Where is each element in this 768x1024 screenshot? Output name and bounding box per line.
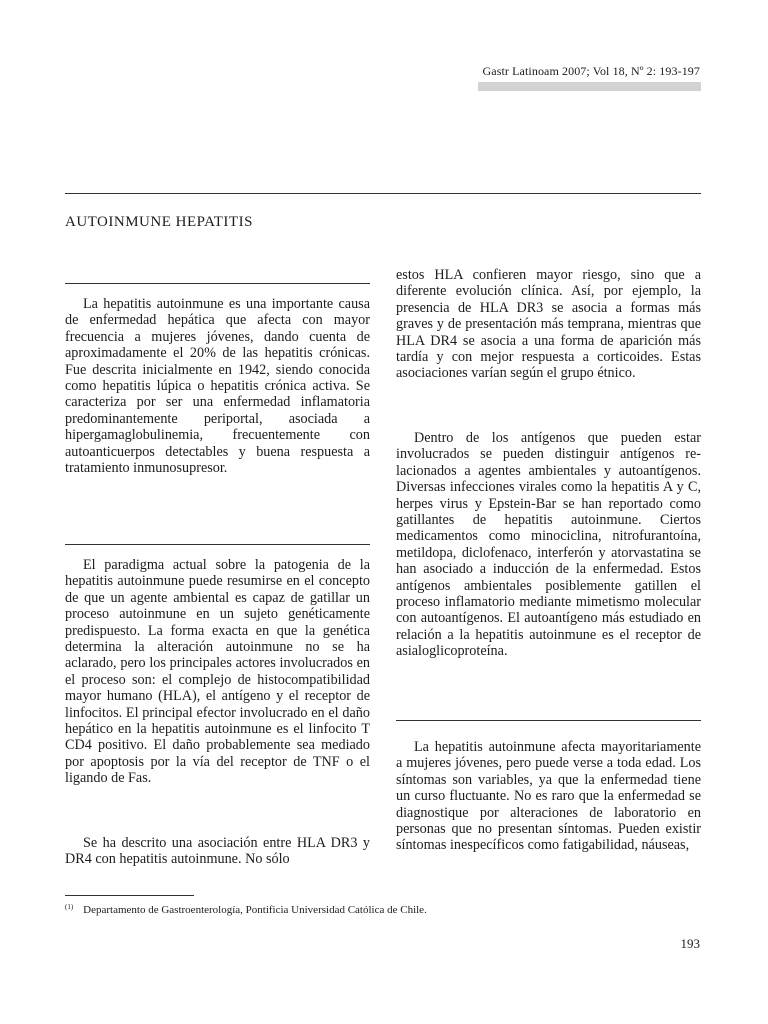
paragraph-hla-continued: estos HLA confieren mayor riesgo, sino que a diferente evolución clínica. Así, por ejemplo, la presencia de HLA DR3 se asocia a formas más graves y de presentación más temprana, mientras que HLA DR4 se asocia a una forma de aparición más tardía y con mejor respuesta a corticoides. Estas asociaciones varían según el grupo étnico. [396,267,701,382]
journal-reference: Gastr Latinoam 2007; Vol 18, Nº 2: 193-197 [482,64,700,78]
header-shaded-bar [478,82,701,91]
paragraph-hla-association: Se ha descrito una asociación entre HLA DR3 y DR4 con hepatitis autoinmune. No sólo [65,835,370,868]
section-divider [65,283,370,284]
paragraph-antigens: Dentro de los antígenos que pueden estar involucrados se pueden distinguir antígenos relacionados a agentes ambientales y autoantígenos. Diversas infecciones virales como la hepatitis A y C, herpes virus y Epstein-Bar se han reportado como gatillantes de hepatitis autoinmune. Ciertos medicamentos como minociclina, nitrofurantoína, metildopa, diclofenaco, interferón y atorvastatina se han asociado a inducción de la enfermedad. Estos antígenos ambientales posiblemente gatillen el proceso inflamatorio mediante mimetismo molecular con autoantígenos. El autoantígeno más estudiado en relación a la hepatitis autoinmune es el receptor de asialoglicoproteína. [396,430,701,660]
footnote-divider [65,895,194,896]
footnote-marker: (1) [65,903,74,911]
header-divider [65,193,701,194]
section-divider [65,544,370,545]
paragraph-clinical: La hepatitis autoinmune afecta mayoritariamente a mujeres jóvenes, pero puede verse a toda edad. Los síntomas son variables, ya que la enfermedad tiene un curso fluctuante. No es raro que la enfermedad se diagnostique por alteraciones de laboratorio en personas que no presentan síntomas. Pueden existir síntomas inespecíficos como fatigabilidad, náuseas, [396,739,701,854]
footnote [65,903,427,916]
footnote-text: Departamento de Gastroenterología, Pontificia Universidad Católica de Chile. [83,904,427,916]
article-title: AUTOINMUNE HEPATITIS [65,214,253,230]
section-divider [396,720,701,721]
paragraph-pathogenesis: El paradigma actual sobre la patogenia de la hepatitis autoinmune puede resumirse en el concepto de que un agente ambiental es capaz de gatillar un proceso autoinmune en un sujeto genéticamente predispuesto. La forma exacta en que la genética determina la alteración autoinmune no se ha aclarado, pero los principales actores involucrados en el proceso son: el complejo de histocompatibilidad mayor humano (HLA), el antígeno y el receptor de linfocitos. El principal efector involucrado en el daño hepático en la hepatitis autoinmune es el linfocito T CD4 positivo. El daño probablemente sea mediado por apoptosis por la vía del receptor de TNF o el ligando de Fas. [65,557,370,787]
paragraph-introduction: La hepatitis autoinmune es una importante causa de enfermedad hepática que afecta con mayor frecuencia a mujeres jóvenes, dando cuenta de aproximadamente el 20% de las hepatitis crónicas. Fue descrita inicialmente en 1942, siendo conocida como hepatitis lúpica o hepatitis crónica activa. Se caracteriza por ser una enfermedad inflamatoria predominantemente periportal, asociada a hipergamaglobulinemia, frecuentemente con autoanticuerpos detectables y buena respuesta a tratamiento inmunosupresor. [65,296,370,477]
page-number: 193 [680,936,700,951]
